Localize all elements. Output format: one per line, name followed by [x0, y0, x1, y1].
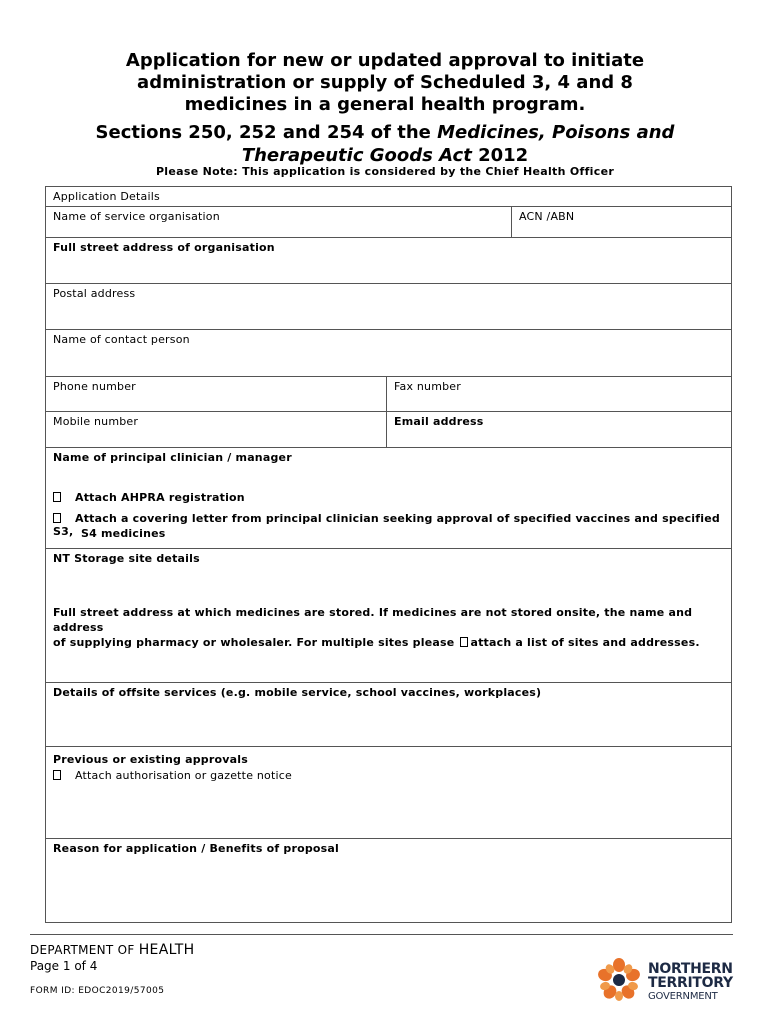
- mobile-label: Mobile number: [53, 415, 139, 428]
- storage-instructions-line-2b: attach a list of sites and addresses.: [470, 636, 700, 649]
- offsite-services-field[interactable]: [46, 683, 731, 747]
- reason-field[interactable]: [46, 839, 731, 922]
- title-line-1: Application for new or updated approval to initiate: [125, 50, 645, 71]
- application-form: [45, 186, 732, 923]
- fax-field[interactable]: [386, 377, 731, 411]
- logo-line-3: GOVERNMENT: [648, 991, 718, 1002]
- logo-line-1: NORTHERN: [648, 961, 733, 977]
- storage-instructions-line-1: Full street address at which medicines are stored. If medicines are not stored onsite, the name and address: [53, 606, 693, 634]
- mobile-email-row: [46, 412, 731, 448]
- previous-approvals-label: Previous or existing approvals: [53, 753, 248, 766]
- title-line-2: administration or supply of Scheduled 3, 4 and 8: [137, 72, 633, 93]
- attach-list-checkbox[interactable]: [460, 637, 468, 647]
- offsite-services-label: Details of offsite services (e.g. mobile service, school vaccines, workplaces): [53, 686, 542, 699]
- section-header-row: [46, 187, 731, 207]
- desert-rose-icon: [596, 958, 641, 1001]
- form-title: [0, 50, 770, 116]
- previous-approvals-field[interactable]: [46, 747, 731, 839]
- postal-address-field[interactable]: [46, 284, 731, 330]
- title-line-3: medicines in a general health program.: [184, 94, 586, 115]
- service-org-label: Name of service organisation: [53, 210, 220, 223]
- street-address-field[interactable]: [46, 238, 731, 284]
- page-number: Page 1 of 4: [30, 959, 98, 973]
- department-name: [30, 942, 194, 958]
- gazette-checkbox[interactable]: [53, 770, 61, 780]
- attach-gazette-label: Attach authorisation or gazette notice: [75, 769, 292, 782]
- legislation-subtitle: [0, 121, 770, 167]
- attach-ahpra-label: Attach AHPRA registration: [75, 491, 245, 504]
- footer-divider: [30, 934, 733, 935]
- email-field[interactable]: [386, 412, 731, 447]
- phone-field[interactable]: [46, 377, 386, 411]
- storage-site-field[interactable]: [46, 549, 731, 683]
- form-id: FORM ID: EDOC2019/57005: [30, 986, 165, 996]
- service-org-row: [46, 207, 731, 238]
- attach-letter-cont: S4 medicines: [81, 527, 166, 540]
- email-label: Email address: [394, 415, 484, 428]
- principal-clinician-label: Name of principal clinician / manager: [53, 451, 292, 464]
- storage-site-label: NT Storage site details: [53, 552, 200, 565]
- fax-label: Fax number: [394, 380, 461, 393]
- subtitle-act-name-1: Medicines, Poisons and: [437, 122, 675, 143]
- department-prefix: DEPARTMENT OF: [30, 943, 139, 957]
- department-suffix: HEALTH: [138, 942, 195, 958]
- subtitle-act-name-2: Therapeutic Goods Act: [241, 145, 472, 166]
- mobile-field[interactable]: [46, 412, 386, 447]
- service-org-field[interactable]: [46, 207, 511, 237]
- contact-person-label: Name of contact person: [53, 333, 190, 346]
- acn-label: ACN /ABN: [519, 210, 575, 223]
- logo-line-2: TERRITORY: [648, 975, 733, 991]
- storage-instructions: [53, 605, 723, 650]
- ahpra-checkbox[interactable]: [53, 492, 61, 502]
- reason-label: Reason for application / Benefits of proposal: [53, 842, 339, 855]
- street-address-label: Full street address of organisation: [53, 241, 275, 254]
- attach-gazette-item: [53, 769, 292, 782]
- phone-fax-row: [46, 377, 731, 412]
- phone-label: Phone number: [53, 380, 136, 393]
- attach-ahpra-item: [53, 491, 245, 504]
- storage-instructions-line-2: of supplying pharmacy or wholesaler. For multiple sites please: [53, 636, 459, 649]
- principal-clinician-field[interactable]: [46, 448, 731, 549]
- section-header: Application Details: [53, 190, 160, 203]
- logo-wordmark: [648, 962, 733, 1004]
- attach-letter-label-1: Attach a covering letter from principal clinician seeking approval of specified vaccines and specified S3,: [53, 512, 720, 538]
- contact-person-field[interactable]: [46, 330, 731, 377]
- subtitle-year: 2012: [471, 145, 529, 166]
- postal-address-label: Postal address: [53, 287, 136, 300]
- letter-checkbox[interactable]: [53, 513, 61, 523]
- subtitle-prefix: Sections 250, 252 and 254 of the: [95, 122, 438, 143]
- acn-field[interactable]: [511, 207, 731, 237]
- please-note: Please Note: This application is considered by the Chief Health Officer: [155, 165, 615, 178]
